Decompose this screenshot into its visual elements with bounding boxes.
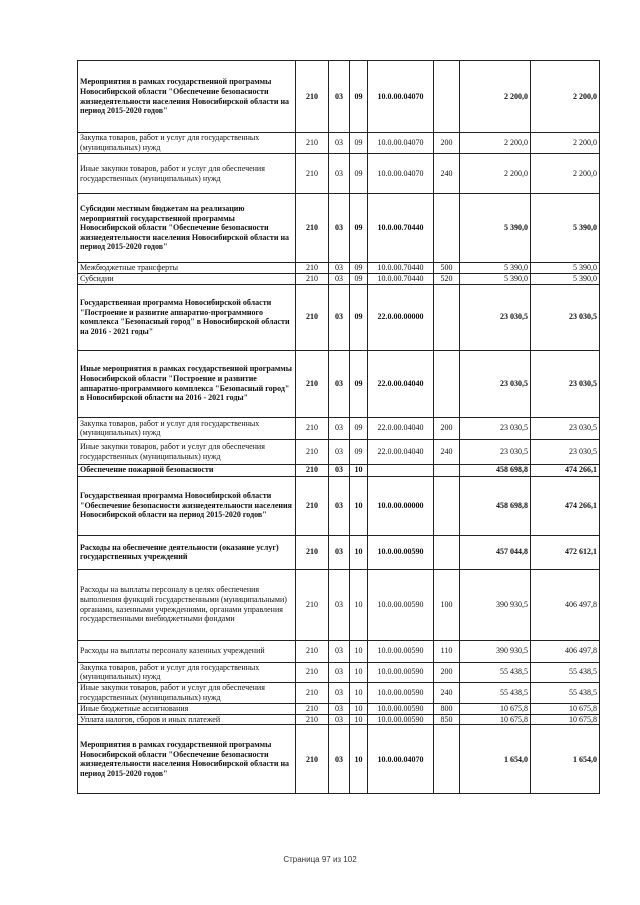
- cell-pr: 09: [350, 350, 368, 417]
- cell-pr: 10: [350, 714, 368, 725]
- cell-sum-2020: 10 675,8: [531, 714, 600, 725]
- table-row: [78, 194, 600, 263]
- cell-name: Межбюджетные трансферты: [78, 263, 296, 274]
- cell-pr: 09: [350, 194, 368, 263]
- cell-rz: 03: [329, 682, 350, 703]
- cell-name: Уплата налогов, сборов и иных платежей: [78, 714, 296, 725]
- cell-sum-2019: 5 390,0: [460, 194, 531, 263]
- table-row: [78, 154, 600, 194]
- cell-sum-2020: 5 390,0: [531, 194, 600, 263]
- cell-vr: 200: [434, 133, 460, 154]
- cell-vr: 500: [434, 263, 460, 274]
- cell-pr: 10: [350, 703, 368, 714]
- table-row: [78, 417, 600, 439]
- cell-pr: 09: [350, 154, 368, 194]
- cell-ved: 210: [296, 476, 329, 535]
- cell-rz: 03: [329, 714, 350, 725]
- cell-csr: 10.0.00.70440: [368, 263, 434, 274]
- cell-rz: 03: [329, 476, 350, 535]
- cell-rz: 03: [329, 640, 350, 662]
- cell-vr: [434, 61, 460, 133]
- page-footer: Страница 97 из 102: [283, 855, 357, 864]
- cell-name: Иные закупки товаров, работ и услуг для обеспечения государственных (муниципальных) нужд: [78, 154, 296, 194]
- cell-csr: 22.0.00.04040: [368, 350, 434, 417]
- cell-sum-2019: 23 030,5: [460, 284, 531, 350]
- cell-name: Иные бюджетные ассигнования: [78, 703, 296, 714]
- cell-sum-2019: 1 654,0: [460, 725, 531, 794]
- cell-vr: 850: [434, 714, 460, 725]
- cell-vr: [434, 464, 460, 476]
- cell-ved: 210: [296, 569, 329, 640]
- cell-pr: 09: [350, 61, 368, 133]
- cell-csr: [368, 464, 434, 476]
- table-row: [78, 714, 600, 725]
- cell-ved: 210: [296, 154, 329, 194]
- cell-name: Расходы на обеспечение деятельности (оказание услуг) государственных учреждений: [78, 535, 296, 569]
- cell-sum-2020: 406 497,8: [531, 640, 600, 662]
- cell-rz: 03: [329, 263, 350, 274]
- cell-name: Иные мероприятия в рамках государственной программы Новосибирской области "Построение и развитие аппаратно-программного комплекса "Безопасный город" в Новосибирской области на 2016 - 2021 годы": [78, 350, 296, 417]
- cell-vr: 520: [434, 274, 460, 285]
- table-row: [78, 439, 600, 464]
- cell-csr: 10.0.00.00590: [368, 535, 434, 569]
- cell-vr: 200: [434, 417, 460, 439]
- cell-sum-2020: 2 200,0: [531, 133, 600, 154]
- cell-pr: 10: [350, 640, 368, 662]
- cell-sum-2019: 2 200,0: [460, 133, 531, 154]
- cell-ved: 210: [296, 535, 329, 569]
- cell-name: Государственная программа Новосибирской области "Обеспечение безопасности жизнедеятельности населения Новосибирской области на период 2015-2020 годов": [78, 476, 296, 535]
- cell-ved: 210: [296, 714, 329, 725]
- cell-sum-2020: 2 200,0: [531, 154, 600, 194]
- cell-rz: 03: [329, 133, 350, 154]
- cell-rz: 03: [329, 569, 350, 640]
- cell-sum-2020: 2 200,0: [531, 61, 600, 133]
- cell-sum-2020: 23 030,5: [531, 284, 600, 350]
- cell-name: Закупка товаров, работ и услуг для государственных (муниципальных) нужд: [78, 417, 296, 439]
- cell-rz: 03: [329, 61, 350, 133]
- table-row: [78, 274, 600, 285]
- cell-pr: 10: [350, 662, 368, 682]
- table-row: [78, 703, 600, 714]
- cell-sum-2019: 390 930,5: [460, 569, 531, 640]
- cell-ved: 210: [296, 133, 329, 154]
- cell-pr: 10: [350, 682, 368, 703]
- table-row: [78, 662, 600, 682]
- cell-rz: 03: [329, 417, 350, 439]
- table-row: [78, 133, 600, 154]
- cell-ved: 210: [296, 350, 329, 417]
- cell-ved: 210: [296, 703, 329, 714]
- cell-sum-2020: 10 675,8: [531, 703, 600, 714]
- table-row: [78, 61, 600, 133]
- cell-pr: 09: [350, 263, 368, 274]
- cell-ved: 210: [296, 194, 329, 263]
- cell-ved: 210: [296, 725, 329, 794]
- cell-vr: 240: [434, 682, 460, 703]
- cell-name: Расходы на выплаты персоналу казенных учреждений: [78, 640, 296, 662]
- cell-rz: 03: [329, 350, 350, 417]
- budget-table: [77, 60, 600, 794]
- cell-ved: 210: [296, 263, 329, 274]
- cell-csr: 10.0.00.04070: [368, 133, 434, 154]
- cell-name: Субсидии: [78, 274, 296, 285]
- cell-csr: 22.0.00.04040: [368, 439, 434, 464]
- cell-rz: 03: [329, 535, 350, 569]
- cell-csr: 10.0.00.04070: [368, 725, 434, 794]
- cell-pr: 09: [350, 439, 368, 464]
- cell-ved: 210: [296, 284, 329, 350]
- cell-ved: 210: [296, 417, 329, 439]
- cell-vr: 240: [434, 439, 460, 464]
- cell-sum-2019: 458 698,8: [460, 464, 531, 476]
- table-row: [78, 263, 600, 274]
- cell-pr: 09: [350, 417, 368, 439]
- cell-vr: 240: [434, 154, 460, 194]
- cell-name: Иные закупки товаров, работ и услуг для обеспечения государственных (муниципальных) нужд: [78, 682, 296, 703]
- table-row: [78, 640, 600, 662]
- cell-name: Закупка товаров, работ и услуг для государственных (муниципальных) нужд: [78, 133, 296, 154]
- cell-pr: 10: [350, 569, 368, 640]
- cell-pr: 10: [350, 464, 368, 476]
- cell-csr: 10.0.00.70440: [368, 274, 434, 285]
- cell-sum-2019: 23 030,5: [460, 439, 531, 464]
- cell-sum-2019: 23 030,5: [460, 417, 531, 439]
- cell-vr: [434, 350, 460, 417]
- cell-pr: 10: [350, 535, 368, 569]
- cell-vr: [434, 194, 460, 263]
- cell-rz: 03: [329, 284, 350, 350]
- cell-csr: 10.0.00.04070: [368, 61, 434, 133]
- table-row: [78, 682, 600, 703]
- cell-rz: 03: [329, 662, 350, 682]
- cell-sum-2020: 23 030,5: [531, 439, 600, 464]
- cell-pr: 09: [350, 284, 368, 350]
- cell-sum-2019: 23 030,5: [460, 350, 531, 417]
- cell-sum-2020: 472 612,1: [531, 535, 600, 569]
- cell-csr: 22.0.00.00000: [368, 284, 434, 350]
- cell-ved: 210: [296, 662, 329, 682]
- cell-sum-2020: 55 438,5: [531, 662, 600, 682]
- cell-rz: 03: [329, 194, 350, 263]
- table-row: [78, 725, 600, 794]
- cell-rz: 03: [329, 439, 350, 464]
- cell-sum-2019: 390 930,5: [460, 640, 531, 662]
- cell-pr: 10: [350, 725, 368, 794]
- cell-csr: 10.0.00.00590: [368, 682, 434, 703]
- cell-sum-2020: 23 030,5: [531, 417, 600, 439]
- cell-rz: 03: [329, 274, 350, 285]
- table-body: [78, 61, 600, 794]
- cell-sum-2019: 10 675,8: [460, 714, 531, 725]
- cell-sum-2020: 474 266,1: [531, 476, 600, 535]
- cell-sum-2019: 2 200,0: [460, 154, 531, 194]
- table-row: [78, 350, 600, 417]
- cell-csr: 10.0.00.00590: [368, 640, 434, 662]
- cell-ved: 210: [296, 61, 329, 133]
- cell-vr: [434, 535, 460, 569]
- table-row: [78, 464, 600, 476]
- cell-rz: 03: [329, 725, 350, 794]
- cell-rz: 03: [329, 703, 350, 714]
- cell-sum-2019: 5 390,0: [460, 263, 531, 274]
- cell-rz: 03: [329, 464, 350, 476]
- cell-sum-2019: 5 390,0: [460, 274, 531, 285]
- cell-sum-2019: 55 438,5: [460, 662, 531, 682]
- cell-sum-2020: 55 438,5: [531, 682, 600, 703]
- cell-csr: 10.0.00.00590: [368, 714, 434, 725]
- cell-name: Государственная программа Новосибирской области "Построение и развитие аппаратно-программного комплекса "Безопасный город" в Новосибирской области на 2016 - 2021 годы": [78, 284, 296, 350]
- cell-csr: 10.0.00.00000: [368, 476, 434, 535]
- cell-pr: 09: [350, 274, 368, 285]
- cell-name: Мероприятия в рамках государственной программы Новосибирской области "Обеспечение безопасности жизнедеятельности населения Новосибирской области на период 2015-2020 годов": [78, 725, 296, 794]
- table-row: [78, 476, 600, 535]
- cell-csr: 10.0.00.04070: [368, 154, 434, 194]
- cell-csr: 10.0.00.00590: [368, 662, 434, 682]
- cell-vr: [434, 476, 460, 535]
- cell-sum-2019: 55 438,5: [460, 682, 531, 703]
- cell-sum-2020: 1 654,0: [531, 725, 600, 794]
- cell-sum-2019: 457 044,8: [460, 535, 531, 569]
- cell-name: Субсидии местным бюджетам на реализацию мероприятий государственной программы Новосибирской области "Обеспечение безопасности жизнедеятельности населения Новосибирской области на период 2015-2020 годов": [78, 194, 296, 263]
- cell-ved: 210: [296, 439, 329, 464]
- cell-ved: 210: [296, 640, 329, 662]
- cell-name: Мероприятия в рамках государственной программы Новосибирской области "Обеспечение безопасности жизнедеятельности населения Новосибирской области на период 2015-2020 годов": [78, 61, 296, 133]
- cell-csr: 22.0.00.04040: [368, 417, 434, 439]
- cell-vr: [434, 725, 460, 794]
- cell-name: Иные закупки товаров, работ и услуг для обеспечения государственных (муниципальных) нужд: [78, 439, 296, 464]
- cell-name: Обеспечение пожарной безопасности: [78, 464, 296, 476]
- cell-csr: 10.0.00.00590: [368, 569, 434, 640]
- cell-csr: 10.0.00.70440: [368, 194, 434, 263]
- cell-vr: 200: [434, 662, 460, 682]
- cell-vr: [434, 284, 460, 350]
- cell-sum-2019: 2 200,0: [460, 61, 531, 133]
- cell-sum-2020: 406 497,8: [531, 569, 600, 640]
- cell-sum-2020: 23 030,5: [531, 350, 600, 417]
- cell-ved: 210: [296, 274, 329, 285]
- cell-name: Закупка товаров, работ и услуг для государственных (муниципальных) нужд: [78, 662, 296, 682]
- cell-vr: 100: [434, 569, 460, 640]
- cell-ved: 210: [296, 682, 329, 703]
- cell-sum-2020: 474 266,1: [531, 464, 600, 476]
- cell-rz: 03: [329, 154, 350, 194]
- table-row: [78, 535, 600, 569]
- cell-pr: 09: [350, 133, 368, 154]
- cell-vr: 110: [434, 640, 460, 662]
- cell-ved: 210: [296, 464, 329, 476]
- table-row: [78, 569, 600, 640]
- cell-sum-2019: 10 675,8: [460, 703, 531, 714]
- table-row: [78, 284, 600, 350]
- cell-vr: 800: [434, 703, 460, 714]
- cell-name: Расходы на выплаты персоналу в целях обеспечения выполнения функций государственными (муниципальными) органами, казенными учреждениями, органами управления государственными внебюджетными фондами: [78, 569, 296, 640]
- cell-sum-2020: 5 390,0: [531, 263, 600, 274]
- cell-sum-2020: 5 390,0: [531, 274, 600, 285]
- cell-pr: 10: [350, 476, 368, 535]
- cell-csr: 10.0.00.00590: [368, 703, 434, 714]
- cell-sum-2019: 458 698,8: [460, 476, 531, 535]
